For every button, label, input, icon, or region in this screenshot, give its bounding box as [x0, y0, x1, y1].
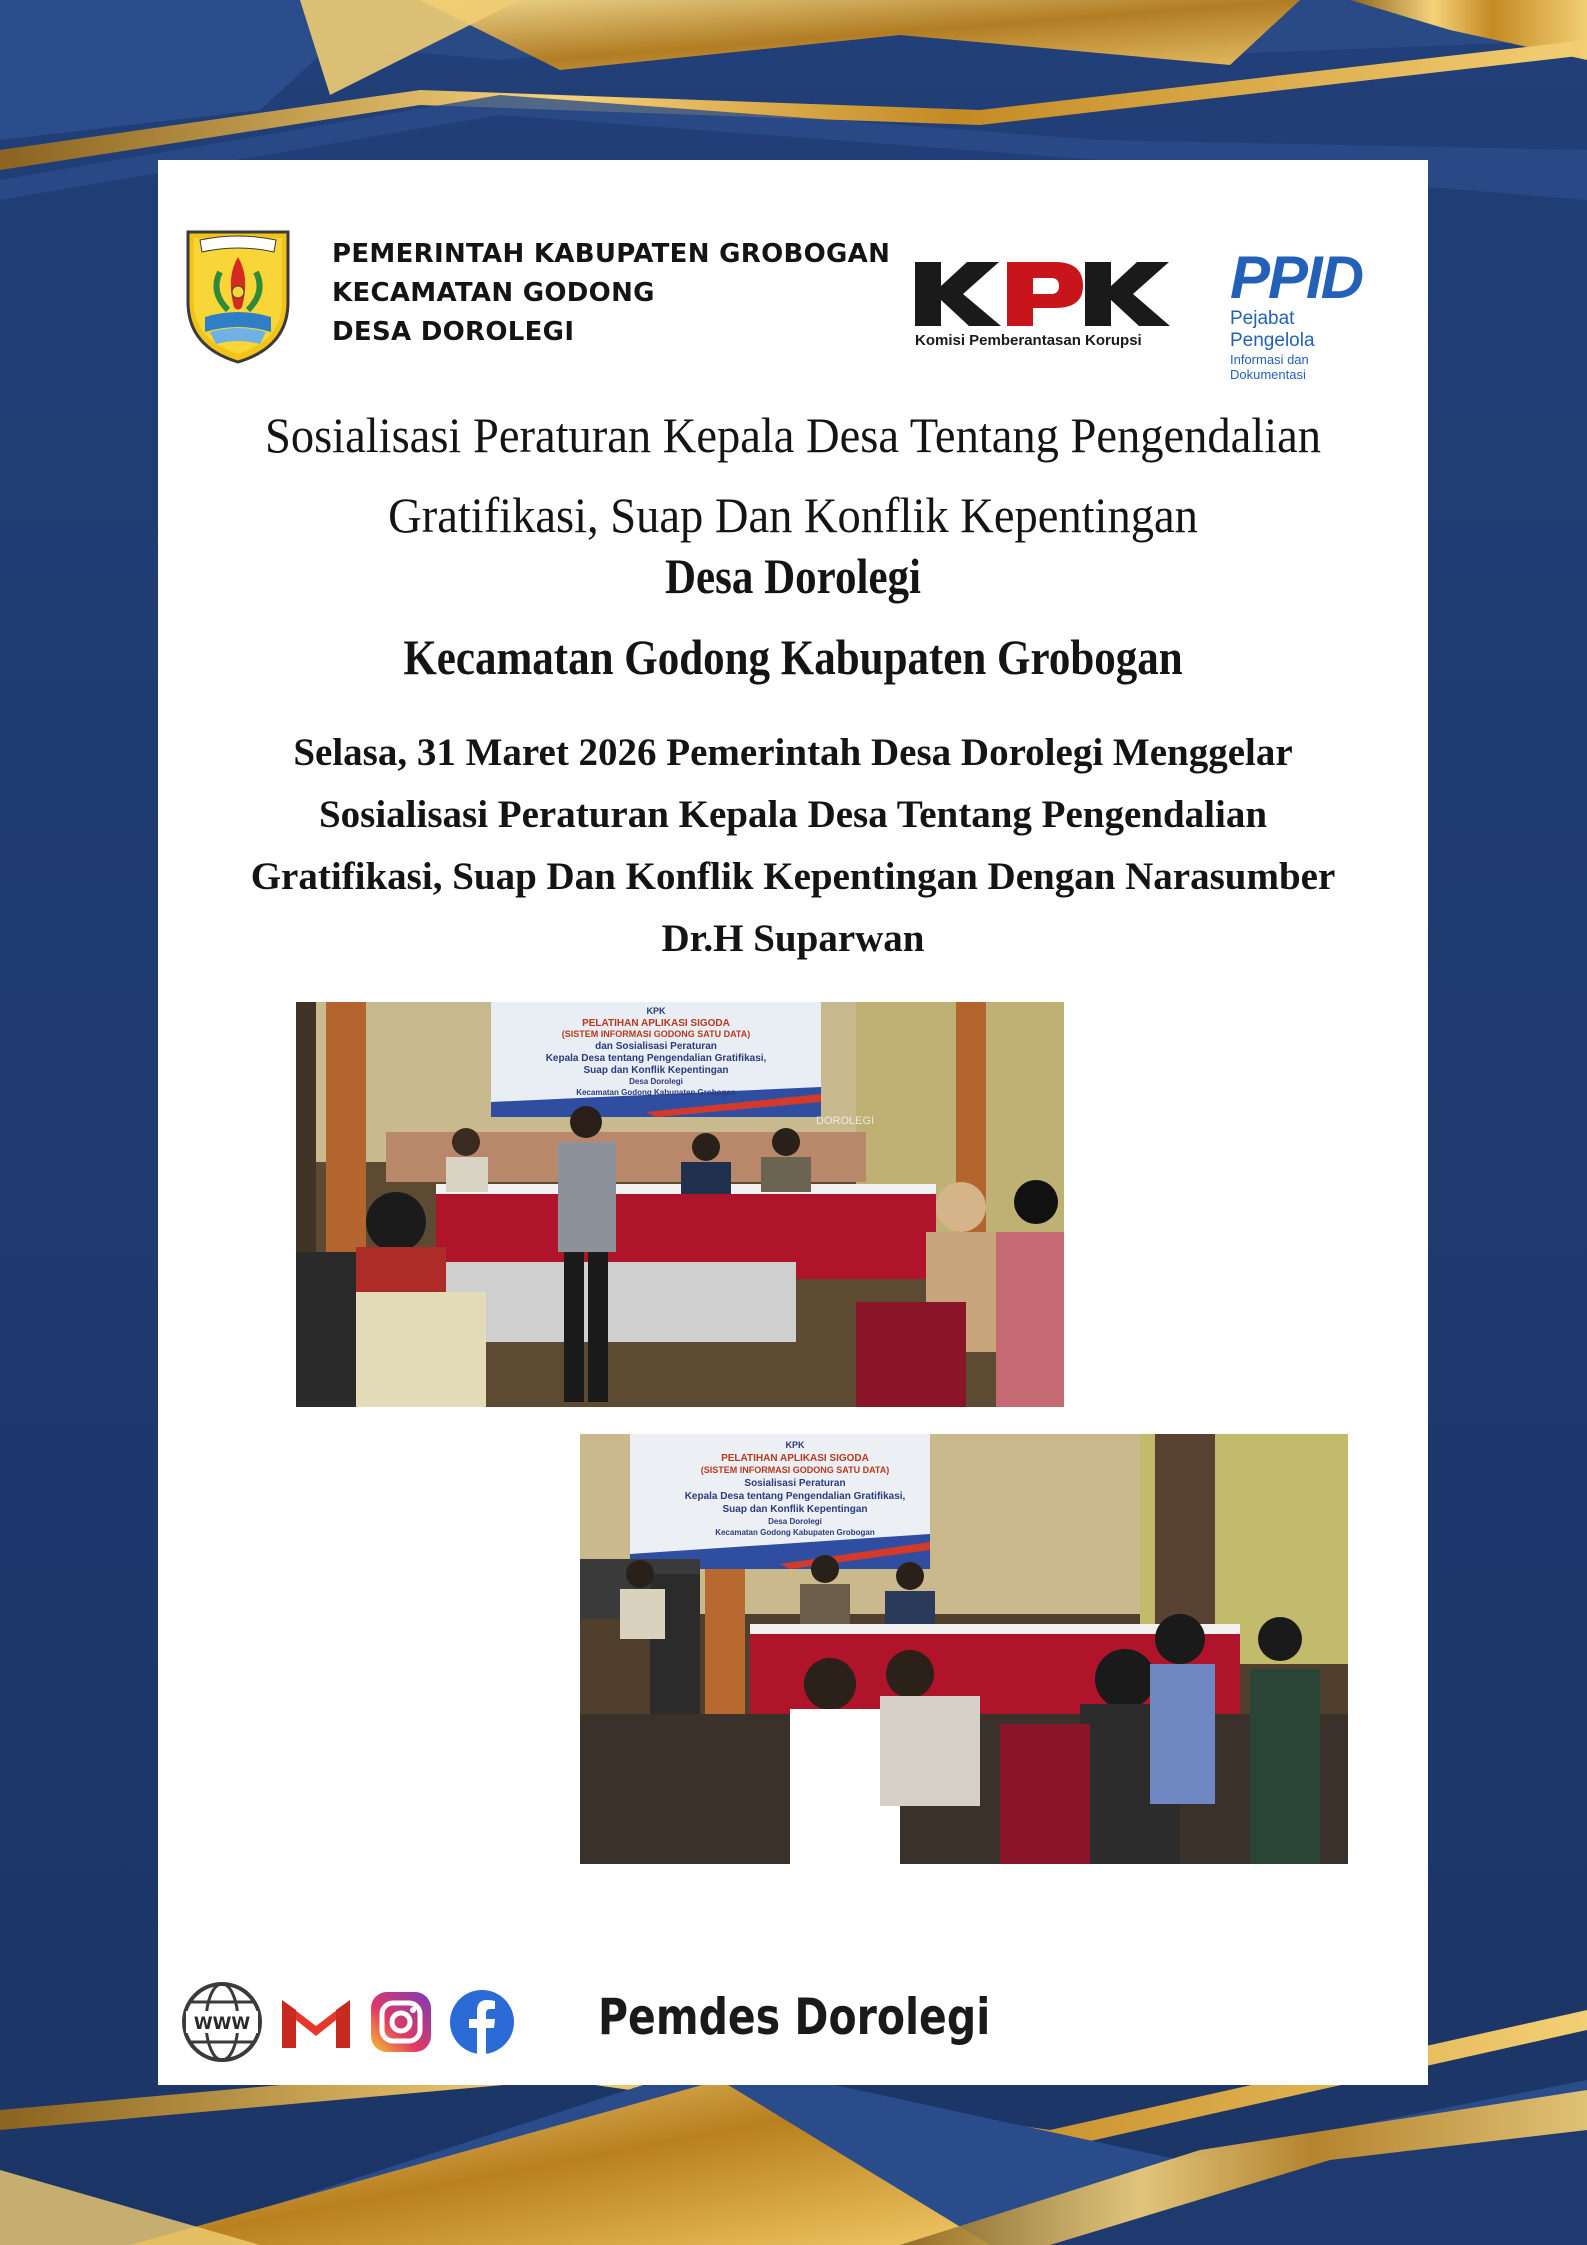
gov-line-district: KECAMATAN GODONG: [332, 277, 655, 308]
photo1-watermark: DOROLEGI: [816, 1115, 875, 1127]
instagram-icon[interactable]: [368, 1989, 434, 2055]
event-photo-1: [296, 1002, 1064, 1407]
photo2-banner-line: (SISTEM INFORMASI GODONG SATU DATA): [700, 1465, 890, 1475]
brand-signature: Pemdes Dorolegi: [598, 1988, 991, 2046]
kpk-logo-mark: [915, 258, 1170, 330]
kpk-subtitle: Komisi Pemberantasan Korupsi: [915, 332, 1142, 349]
gov-line-village: DESA DOROLEGI: [332, 316, 575, 347]
facebook-icon[interactable]: [448, 1988, 516, 2056]
event-photo-2: [580, 1434, 1348, 1864]
title-line-2: Gratifikasi, Suap Dan Konflik Kepentingan: [388, 487, 1198, 543]
photo1-banner-line: (SISTEM INFORMASI GODONG SATU DATA): [561, 1029, 751, 1039]
title-district: Kecamatan Godong Kabupaten Grobogan: [403, 629, 1183, 685]
ppid-subtitle-1: Pejabat Pengelola: [1230, 308, 1315, 351]
photo2-banner-line: Suap dan Konflik Kepentingan: [722, 1504, 868, 1515]
ppid-logo: [1230, 244, 1380, 382]
description-line: Selasa, 31 Maret 2026 Pemerintah Desa Dorolegi Menggelar: [293, 731, 1293, 774]
photo2-banner-line: KPK: [785, 1440, 805, 1450]
photo2-banner-line: Kecamatan Godong Kabupaten Grobogan: [715, 1528, 875, 1537]
footer-social: [180, 1980, 530, 2064]
description-line: Sosialisasi Peraturan Kepala Desa Tentang Pengendalian: [318, 793, 1268, 836]
title-village: Desa Dorolegi: [665, 548, 921, 604]
ppid-logo-mark: PPID: [1230, 244, 1363, 311]
grobogan-emblem-icon: [180, 222, 296, 364]
www-globe-icon[interactable]: [180, 1980, 264, 2064]
title-line-1: Sosialisasi Peraturan Kepala Desa Tentang Pengendalian: [264, 407, 1322, 463]
photo2-banner-line: Kepala Desa tentang Pengendalian Gratifikasi,: [684, 1491, 906, 1502]
gov-line-regency: PEMERINTAH KABUPATEN GROBOGAN: [332, 238, 891, 269]
www-label: WWW: [193, 2014, 251, 2034]
description-line: Gratifikasi, Suap Dan Konflik Kepentingan Dengan Narasumber: [250, 855, 1336, 898]
photo2-banner-line: PELATIHAN APLIKASI SIGODA: [721, 1453, 869, 1464]
event-description: [160, 722, 1426, 970]
photo1-banner-line: dan Sosialisasi Peraturan: [595, 1041, 717, 1052]
photo2-banner-line: Sosialisasi Peraturan: [744, 1478, 846, 1489]
photo1-banner-line: Desa Dorolegi: [629, 1077, 683, 1086]
main-title: [202, 395, 1383, 555]
kpk-logo: [915, 258, 1170, 349]
photo1-banner-line: Suap dan Konflik Kepentingan: [583, 1065, 729, 1076]
header-government: [180, 222, 890, 364]
photo1-banner-line: Kecamatan Godong Kabupaten Grobogan: [576, 1088, 736, 1097]
photo2-banner-line: Desa Dorolegi: [768, 1517, 822, 1526]
photo1-banner-line: Kepala Desa tentang Pengendalian Gratifikasi,: [545, 1053, 767, 1064]
government-text: [332, 235, 890, 352]
photo1-banner-line: PELATIHAN APLIKASI SIGODA: [582, 1018, 730, 1029]
photo1-banner-line: KPK: [646, 1006, 666, 1016]
description-line: Dr.H Suparwan: [661, 917, 925, 960]
gmail-icon[interactable]: [278, 1992, 354, 2052]
ppid-subtitle-2: Informasi dan Dokumentasi: [1230, 352, 1309, 382]
